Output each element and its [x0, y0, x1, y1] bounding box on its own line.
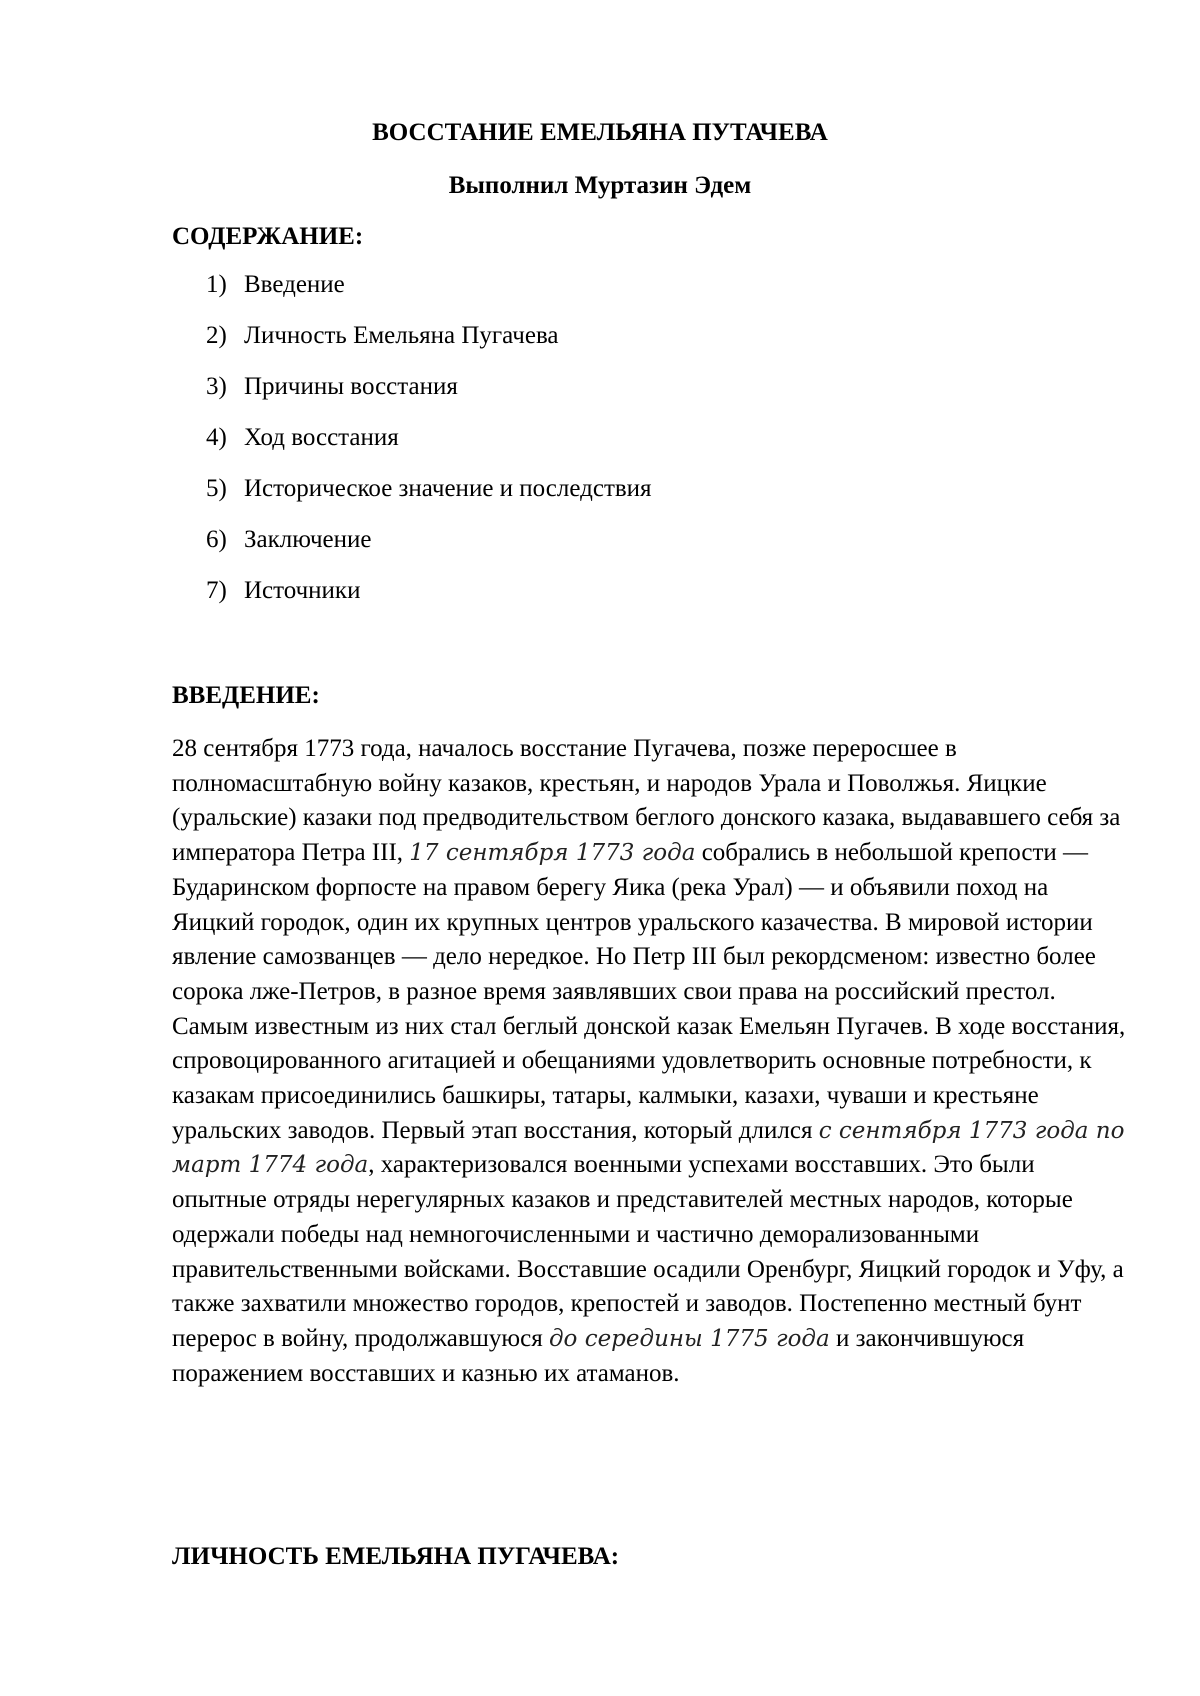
toc-item-number: 3): [206, 373, 227, 400]
personality-heading: ЛИЧНОСТЬ ЕМЕЛЬЯНА ПУГАЧЕВА:: [172, 1543, 620, 1570]
toc-item-personality: [206, 321, 652, 372]
contents-heading: СОДЕРЖАНИЕ:: [172, 223, 364, 250]
date-emphasis: 17 сентября 1773 года: [409, 840, 696, 867]
toc-item-number: 1): [206, 271, 227, 298]
paragraph-text: собрались в небольшой крепости — Бударинском форпосте на правом берегу Яика (река Урал) — и объявили поход на Яицкий городок, один их крупных центров уральского казачества. В мировой истории явление самозванцев — дело нередкое. Но Петр III был рекордсменом: известно более сорока лже-Петров, в разное время заявлявших свои права на российский престол. Самым известным из них стал беглый донской казак Емельян Пугачев. В ходе восстания, спровоцированного агитацией и обещаниями удовлетворить основные потребности, к казакам присоединились башкиры, татары, калмыки, казахи, чуваши и крестьяне уральских заводов. Первый этап восстания, который длился: [172, 839, 1126, 1144]
toc-item-number: 5): [206, 475, 227, 502]
toc-item-label: Введение: [244, 271, 345, 298]
paragraph-text: и закончившуюся поражением восставших и казнью их атаманов.: [172, 1324, 1025, 1387]
toc-item-number: 6): [206, 526, 227, 553]
document-title: ВОССТАНИЕ ЕМЕЛЬЯНА ПУТАЧЕВА: [372, 119, 828, 146]
table-of-contents: [206, 270, 652, 627]
toc-item-introduction: [206, 270, 652, 321]
toc-item-label: Историческое значение и последствия: [244, 475, 652, 502]
introduction-paragraph: [172, 732, 1132, 1391]
toc-item-number: 4): [206, 424, 227, 451]
date-emphasis: до середины 1775 года: [548, 1325, 830, 1352]
toc-item-causes: [206, 372, 652, 423]
date-emphasis: с сентября 1773 года по март 1774 года: [172, 1117, 1125, 1179]
toc-item-significance: [206, 474, 652, 525]
toc-item-conclusion: [206, 525, 652, 576]
toc-item-label: Ход восстания: [244, 424, 399, 451]
paragraph-text: , характеризовался военными успехами восставших. Это были опытные отряды нерегулярных казаков и представителей местных народов, которые одержали победы над немногочисленными и частично деморализованными правительственными войсками. Восставшие осадили Оренбург, Яицкий городок и Уфу, а также захватили множество городов, крепостей и заводов. Постепенно местный бунт перерос в войну, продолжавшуюся: [172, 1151, 1124, 1352]
paragraph-text: 28 сентября 1773 года, началось восстание Пугачева, позже переросшее в полномасштабную войну казаков, крестьян, и народов Урала и Поволжья. Яицкие (уральские) казаки под предводительством беглого донского казака, выдававшего себя за императора Петра III,: [172, 735, 1121, 867]
toc-item-course: [206, 423, 652, 474]
introduction-heading: ВВЕДЕНИЕ:: [172, 682, 320, 709]
toc-item-label: Источники: [244, 577, 361, 604]
toc-item-sources: [206, 576, 652, 627]
toc-item-label: Личность Емельяна Пугачева: [244, 322, 559, 349]
toc-item-label: Причины восстания: [244, 373, 458, 400]
toc-item-label: Заключение: [244, 526, 372, 553]
toc-item-number: 2): [206, 322, 227, 349]
author-line: Выполнил Муртазин Эдем: [448, 172, 752, 199]
toc-item-number: 7): [206, 577, 227, 604]
